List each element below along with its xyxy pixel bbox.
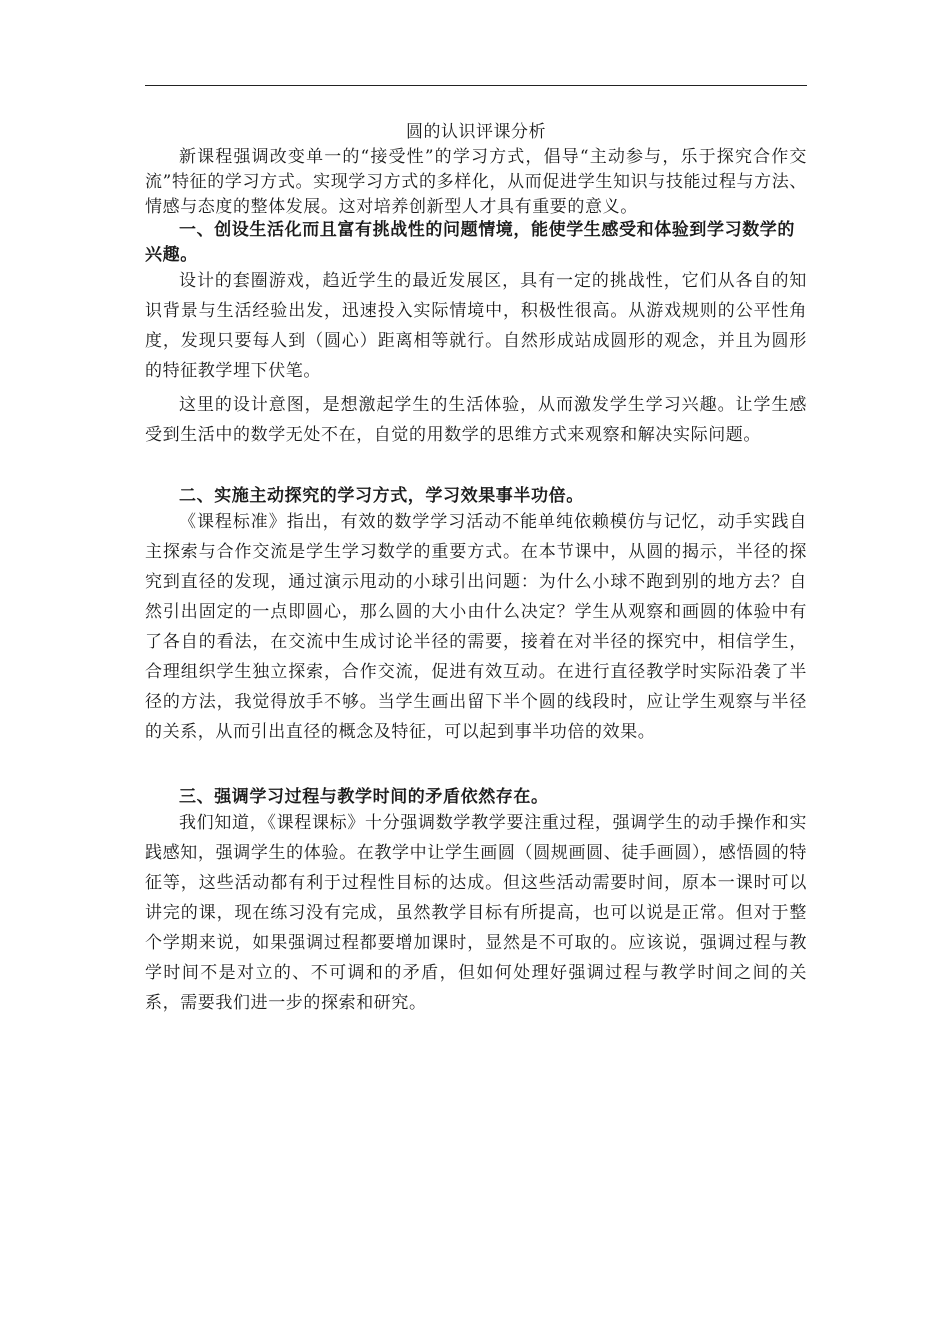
header-rule bbox=[145, 85, 807, 86]
section-1-heading: 一、创设生活化而且富有挑战性的问题情境，能使学生感受和体验到学习数学的兴趣。 bbox=[145, 220, 795, 265]
section-2-paragraph-1: 《课程标准》指出，有效的数学学习活动不能单纯依赖模仿与记忆，动手实践自主探索与合作交流是学生学习数学的重要方式。在本节课中，从圆的揭示，半径的探究到直径的发现，通过演示甩动的小球引出问题：为什么小球不跑到别的地方去？自然引出固定的一点即圆心，那么圆的大小由什么决定？学生从观察和画圆的体验中有了各自的看法，在交流中生成讨论半径的需要，接着在对半径的探究中，相信学生，合理组织学生独立探索，合作交流，促进有效互动。在进行直径教学时实际沿袭了半径的方法，我觉得放手不够。当学生画出留下半个圆的线段时，应让学生观察与半径的关系，从而引出直径的概念及特征，可以起到事半功倍的效果。 bbox=[145, 512, 807, 742]
section-1-paragraph-1: 设计的套圈游戏，趋近学生的最近发展区，具有一定的挑战性，它们从各自的知识背景与生活经验出发，迅速投入实际情境中，积极性很高。从游戏规则的公平性角度，发现只要每人到（圆心）距离相等就行。自然形成站成圆形的观念，并且为圆形的特征教学埋下伏笔。 bbox=[145, 271, 807, 381]
intro-paragraph: 新课程强调改变单一的“接受性”的学习方式，倡导“主动参与，乐于探究合作交流”特征的学习方式。实现学习方式的多样化，从而促进学生知识与技能过程与方法、情感与态度的整体发展。这对培养创新型人才具有重要的意义。 bbox=[145, 147, 807, 217]
section-3-paragraph-1: 我们知道，《课程课标》十分强调数学教学要注重过程，强调学生的动手操作和实践感知，强调学生的体验。在教学中让学生画圆（圆规画圆、徒手画圆），感悟圆的特征等，这些活动都有利于过程性目标的达成。但这些活动需要时间，原本一课时可以讲完的课，现在练习没有完成，虽然教学目标有所提高，也可以说是正常。但对于整个学期来说，如果强调过程都要增加课时，显然是不可取的。应该说，强调过程与教学时间不是对立的、不可调和的矛盾，但如何处理好强调过程与教学时间之间的关系，需要我们进一步的探索和研究。 bbox=[145, 813, 807, 1013]
section-2-heading: 二、实施主动探究的学习方式，学习效果事半功倍。 bbox=[179, 486, 584, 506]
document-title: 圆的认识评课分析 bbox=[406, 122, 546, 142]
section-1-paragraph-2: 这里的设计意图，是想激起学生的生活体验，从而激发学生学习兴趣。让学生感受到生活中的数学无处不在，自觉的用数学的思维方式来观察和解决实际问题。 bbox=[145, 395, 807, 445]
section-3-heading: 三、强调学习过程与教学时间的矛盾依然存在。 bbox=[179, 787, 549, 807]
